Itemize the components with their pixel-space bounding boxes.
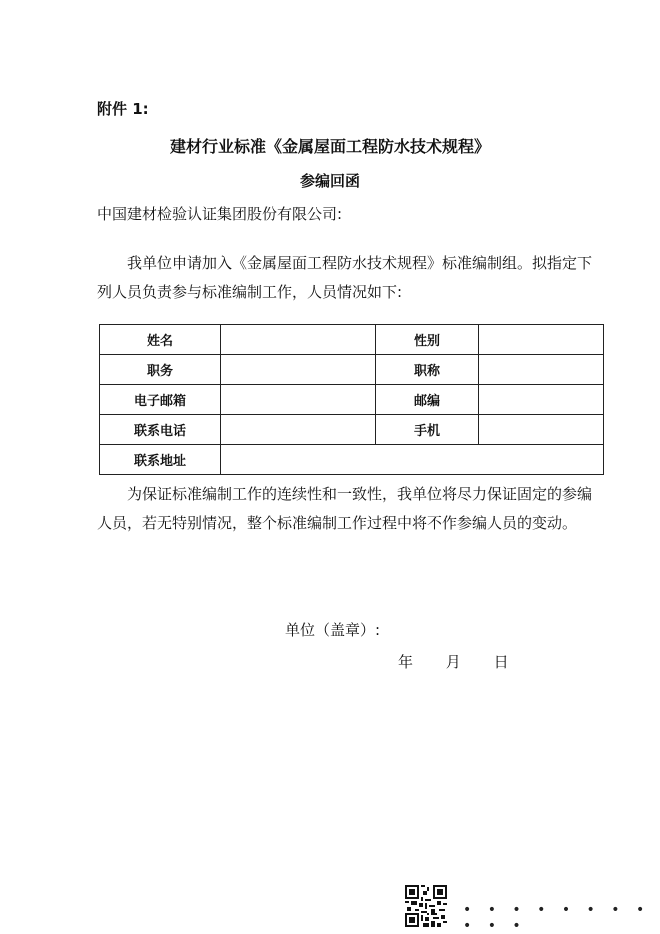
address-field[interactable] [221, 445, 604, 475]
commitment-paragraph: 为保证标准编制工作的连续性和一致性，我单位将尽力保证固定的参编人员，若无特别情况，整个标准编制工作过程中将不作参编人员的变动。 [97, 485, 593, 532]
phone-label: 联系电话 [100, 415, 221, 445]
table-row [100, 415, 604, 445]
table-row [100, 355, 604, 385]
gender-label: 性别 [376, 325, 479, 355]
table-row [100, 385, 604, 415]
day-label: 日 [493, 653, 509, 671]
mobile-field[interactable] [479, 415, 604, 445]
addressee: 中国建材检验认证集团股份有限公司: [97, 205, 343, 223]
name-field[interactable] [221, 325, 376, 355]
personnel-info-table [99, 324, 604, 475]
footer-dots: • • • • • • • • • • • [463, 902, 651, 934]
table-row [100, 445, 604, 475]
gender-field[interactable] [479, 325, 604, 355]
phone-field[interactable] [221, 415, 376, 445]
unit-seal-label: 单位（盖章）: [285, 621, 381, 639]
position-label: 职务 [100, 355, 221, 385]
email-field[interactable] [221, 385, 376, 415]
intro-paragraph: 我单位申请加入《金属屋面工程防水技术规程》标准编制组。拟指定下列人员负责参与标准编制工作，人员情况如下: [97, 254, 593, 301]
mobile-label: 手机 [376, 415, 479, 445]
document-subtitle: 参编回函 [299, 172, 360, 190]
attachment-label: 附件 1: [97, 100, 149, 118]
qr-code-icon [405, 885, 447, 927]
postcode-field[interactable] [479, 385, 604, 415]
title-label: 职称 [376, 355, 479, 385]
year-label: 年 [398, 653, 414, 671]
document-title: 建材行业标准《金属屋面工程防水技术规程》 [169, 137, 490, 156]
table-row [100, 325, 604, 355]
email-label: 电子邮箱 [100, 385, 221, 415]
address-label: 联系地址 [100, 445, 221, 475]
position-field[interactable] [221, 355, 376, 385]
title-field[interactable] [479, 355, 604, 385]
name-label: 姓名 [100, 325, 221, 355]
date-line [398, 651, 537, 672]
postcode-label: 邮编 [376, 385, 479, 415]
month-label: 月 [445, 653, 461, 671]
